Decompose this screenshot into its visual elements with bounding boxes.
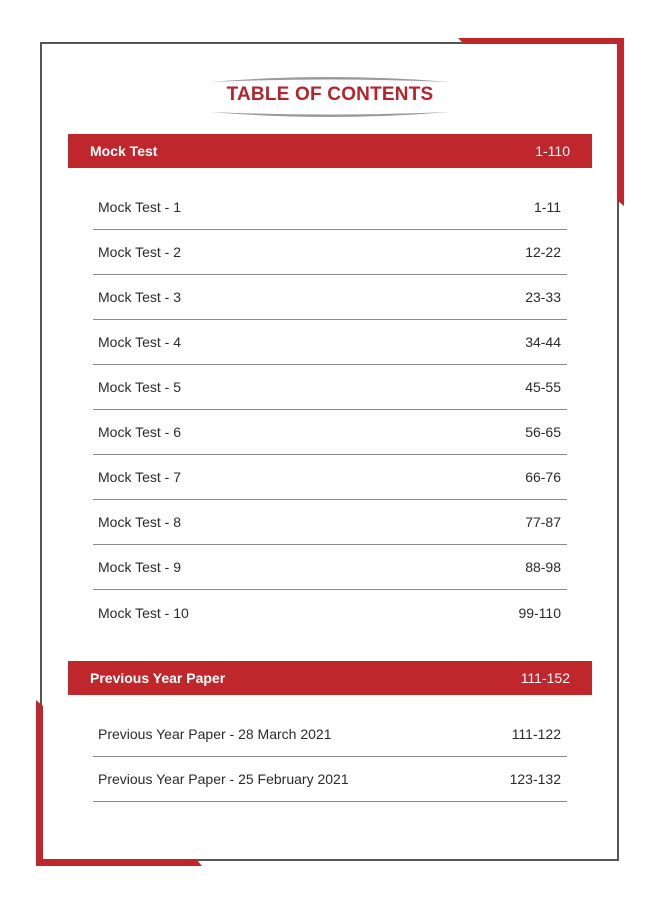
item-pages: 56-65: [525, 424, 561, 440]
section-header-previous-year-paper[interactable]: [68, 661, 592, 695]
list-item[interactable]: [93, 275, 567, 320]
item-pages: 111-122: [511, 726, 561, 742]
top-right-accent-vertical: [617, 38, 624, 206]
top-right-accent-horizontal: [458, 38, 624, 44]
item-pages: 1-11: [534, 199, 561, 215]
mock-test-list: [93, 185, 567, 635]
item-label: Mock Test - 4: [98, 334, 181, 350]
item-label: Mock Test - 2: [98, 244, 181, 260]
list-item[interactable]: [93, 410, 567, 455]
item-label: Mock Test - 9: [98, 559, 181, 575]
list-item[interactable]: [93, 185, 567, 230]
item-label: Mock Test - 7: [98, 469, 181, 485]
item-pages: 99-110: [518, 604, 561, 621]
item-pages: 88-98: [525, 559, 561, 575]
list-item[interactable]: [93, 545, 567, 590]
list-item[interactable]: [93, 590, 567, 635]
item-label: Mock Test - 3: [98, 289, 181, 305]
title-bottom-arc: [208, 110, 452, 120]
list-item[interactable]: [93, 365, 567, 410]
section-range: 111-152: [520, 670, 570, 686]
item-label: Mock Test - 6: [98, 424, 181, 440]
title-banner: [208, 74, 452, 118]
item-label: Mock Test - 5: [98, 379, 181, 395]
item-pages: 66-76: [525, 469, 561, 485]
item-label: Previous Year Paper - 28 March 2021: [98, 726, 332, 742]
item-label: Mock Test - 1: [98, 199, 181, 215]
bottom-left-accent-horizontal: [36, 859, 202, 866]
section-range: 1-110: [535, 143, 570, 159]
item-pages: 23-33: [525, 289, 561, 305]
page-title: TABLE OF CONTENTS: [226, 84, 434, 105]
list-item[interactable]: [93, 757, 567, 802]
list-item[interactable]: [93, 320, 567, 365]
list-item[interactable]: [93, 712, 567, 757]
title-top-arc: [208, 74, 452, 84]
item-label: Previous Year Paper - 25 February 2021: [98, 771, 349, 787]
item-label: Mock Test - 10: [98, 604, 189, 621]
item-pages: 34-44: [525, 334, 561, 350]
bottom-left-accent-vertical: [36, 700, 43, 866]
list-item[interactable]: [93, 455, 567, 500]
item-label: Mock Test - 8: [98, 514, 181, 530]
item-pages: 45-55: [525, 379, 561, 395]
section-header-mock-test[interactable]: [68, 134, 592, 168]
previous-year-paper-list: [93, 712, 567, 802]
list-item[interactable]: [93, 500, 567, 545]
section-label: Previous Year Paper: [90, 670, 226, 686]
section-label: Mock Test: [90, 143, 158, 159]
item-pages: 12-22: [525, 244, 561, 260]
item-pages: 123-132: [509, 771, 561, 787]
list-item[interactable]: [93, 230, 567, 275]
item-pages: 77-87: [525, 514, 561, 530]
